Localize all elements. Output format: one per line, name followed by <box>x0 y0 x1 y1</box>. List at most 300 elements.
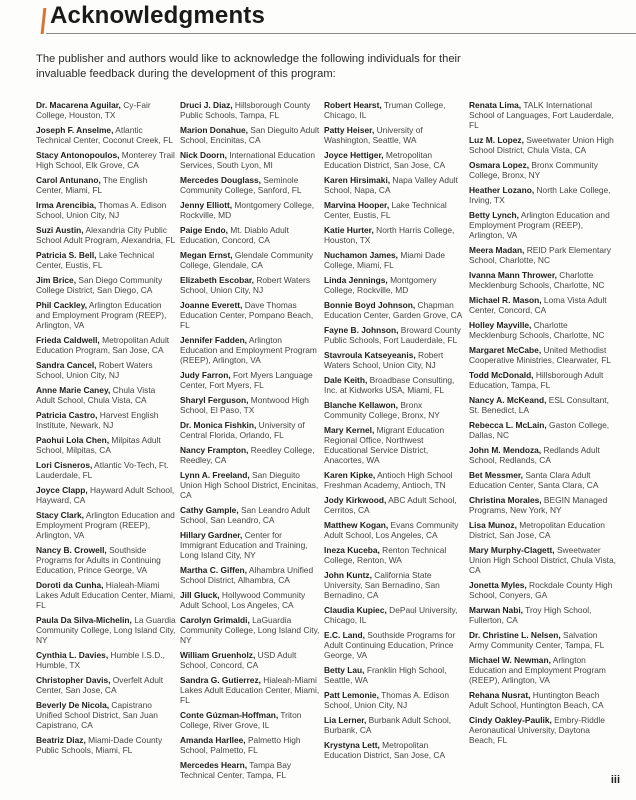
acknowledgment-column-4 <box>469 100 617 750</box>
page-number: iii <box>610 774 620 786</box>
acknowledgment-entry <box>180 470 320 500</box>
acknowledgment-entry <box>180 150 320 170</box>
acknowledgment-entry <box>324 300 464 320</box>
person-affiliation: Montgomery College, Rockville, MD <box>180 200 315 220</box>
person-name: Betty Lau, <box>324 665 365 675</box>
acknowledgment-entry <box>469 160 617 180</box>
person-name: Dr. Christine L. Nelsen, <box>469 630 561 640</box>
person-name: Mercedes Douglass, <box>180 175 261 185</box>
acknowledgment-entry <box>36 675 176 695</box>
person-affiliation: University of Central Florida, Orlando, FL <box>180 420 305 440</box>
acknowledgment-entry <box>469 445 617 465</box>
person-affiliation: Rockdale County High School, Conyers, GA <box>469 580 613 600</box>
person-affiliation: Alexandria City Public School Adult Program, Alexandria, FL <box>36 225 176 245</box>
acknowledgment-entry <box>36 300 176 330</box>
acknowledgment-entry <box>324 350 464 370</box>
acknowledgment-entry <box>180 675 320 705</box>
person-name: Rehana Nusrat, <box>469 690 531 700</box>
person-name: Jennifer Fadden, <box>180 335 248 345</box>
person-name: John M. Mendoza, <box>469 445 542 455</box>
person-affiliation: BEGIN Managed Programs, New York, NY <box>469 495 608 515</box>
person-affiliation: Arlington Education and Employment Program (REEP), Arlington, VA <box>180 335 317 365</box>
person-affiliation: Harvest English Institute, Newark, NJ <box>36 410 159 430</box>
acknowledgment-entry <box>324 690 464 710</box>
acknowledgment-entry <box>180 125 320 145</box>
acknowledgment-entry <box>324 400 464 420</box>
person-name: Holley Mayville, <box>469 320 532 330</box>
person-affiliation: Cy-Fair College, Houston, TX <box>36 100 151 120</box>
person-affiliation: Robert Waters School, Union City, NJ <box>180 275 311 295</box>
acknowledgment-entry <box>36 200 176 220</box>
person-name: Judy Farron, <box>180 370 231 380</box>
acknowledgment-column-3 <box>324 100 464 765</box>
acknowledgment-entry <box>469 545 617 575</box>
person-affiliation: Southside Programs for Adults in Continuing Education, Prince George, VA <box>36 545 161 575</box>
person-affiliation: Miami Dade College, Miami, FL <box>324 250 446 270</box>
person-name: Sandra Cancel, <box>36 360 97 370</box>
person-affiliation: Fort Myers Language Center, Fort Myers, FL <box>180 370 313 390</box>
person-affiliation: Embry-Riddle Aeronautical University, Daytona Beach, FL <box>469 715 605 745</box>
person-affiliation: Redlands Adult School, Redlands, CA <box>469 445 600 465</box>
acknowledgment-entry <box>469 690 617 710</box>
acknowledgment-entry <box>324 715 464 735</box>
acknowledgment-column-2 <box>180 100 320 785</box>
person-name: Betty Lynch, <box>469 210 519 220</box>
person-affiliation: REID Park Elementary School, Charlotte, NC <box>469 245 611 265</box>
person-affiliation: Charlotte Mecklenburg Schools, Charlotte, NC <box>469 320 605 340</box>
person-name: Mary Kernel, <box>324 425 375 435</box>
person-affiliation: Thomas A. Edison School, Union City, NJ <box>36 200 167 220</box>
acknowledgment-entry <box>469 245 617 265</box>
person-affiliation: Renton Technical College, Renton, WA <box>324 545 447 565</box>
acknowledgment-entry <box>469 420 617 440</box>
acknowledgment-entry <box>469 495 617 515</box>
person-affiliation: USD Adult School, Concord, CA <box>180 650 297 670</box>
acknowledgment-entry <box>324 175 464 195</box>
person-affiliation: Southside Programs for Adult Continuing Education, Prince George, VA <box>324 630 456 660</box>
acknowledgment-entry <box>180 175 320 195</box>
person-name: Martha C. Giffen, <box>180 565 248 575</box>
person-affiliation: Glendale Community College, Glendale, CA <box>180 250 314 270</box>
person-name: Cynthia L. Davies, <box>36 650 109 660</box>
person-name: Joyce Hettiger, <box>324 150 384 160</box>
acknowledgment-entry <box>324 225 464 245</box>
acknowledgment-entry <box>36 175 176 195</box>
acknowledgment-entry <box>180 710 320 730</box>
acknowledgment-entry <box>324 125 464 145</box>
person-name: Carolyn Grimaldi, <box>180 615 250 625</box>
person-name: Patricia Castro, <box>36 410 98 420</box>
person-affiliation: Hillsborough Adult Education, Tampa, FL <box>469 370 604 390</box>
person-name: Jill Gluck, <box>180 590 220 600</box>
person-name: Lisa Munoz, <box>469 520 517 530</box>
person-affiliation: San Dieguito Union High School District, Encinitas, CA <box>180 470 319 500</box>
person-affiliation: ABC Adult School, Cerritos, CA <box>324 495 457 515</box>
person-name: Nuchamon James, <box>324 250 399 260</box>
person-affiliation: California State University, San Bernadino, San Bernadino, CA <box>324 570 440 600</box>
person-name: Paige Endo, <box>180 225 228 235</box>
person-affiliation: Troy High School, Fullerton, CA <box>469 605 592 625</box>
person-affiliation: Arlington Education and Employment Program (REEP), Arlington, VA <box>469 655 606 685</box>
person-affiliation: Miami-Dade County Public Schools, Miami, FL <box>36 735 163 755</box>
acknowledgment-entry <box>324 520 464 540</box>
acknowledgment-entry <box>469 135 617 155</box>
person-name: Lori Cisneros, <box>36 460 93 470</box>
person-name: Robert Hearst, <box>324 100 382 110</box>
person-name: Luz M. Lopez, <box>469 135 524 145</box>
person-name: Jenny Elliott, <box>180 200 233 210</box>
person-name: Jody Kirkwood, <box>324 495 387 505</box>
person-name: Beverly De Nicola, <box>36 700 110 710</box>
acknowledgment-entry <box>469 185 617 205</box>
person-affiliation: TALK International School of Languages, Fort Lauderdale, FL <box>469 100 614 130</box>
person-affiliation: Alhambra Unified School District, Alhambra, CA <box>180 565 314 585</box>
person-name: Joseph F. Anselme, <box>36 125 114 135</box>
person-affiliation: Center for Immigrant Education and Training, Long Island City, NY <box>180 530 308 560</box>
person-name: Marwan Nabi, <box>469 605 523 615</box>
acknowledgment-entry <box>469 630 617 650</box>
person-name: Ivanna Mann Thrower, <box>469 270 557 280</box>
person-affiliation: Migrant Education Regional Office, Northwest Educational Service District, Anacortes, WA <box>324 425 445 465</box>
person-name: Lynn A. Freeland, <box>180 470 250 480</box>
acknowledgment-entry <box>324 740 464 760</box>
person-name: Stavroula Katseyeanis, <box>324 350 416 360</box>
person-affiliation: Montgomery College, Rockville, MD <box>324 275 437 295</box>
person-affiliation: Metropolitan Education District, San Jose, CA <box>469 520 605 540</box>
acknowledgment-entry <box>180 275 320 295</box>
acknowledgment-entry <box>180 565 320 585</box>
person-affiliation: Truman College, Chicago, IL <box>324 100 446 120</box>
title-accent-bar <box>41 8 47 34</box>
person-name: Osmara Lopez, <box>469 160 530 170</box>
person-affiliation: Hillsborough County Public Schools, Tampa, FL <box>180 100 311 120</box>
person-name: Paohui Lola Chen, <box>36 435 110 445</box>
acknowledgment-entry <box>180 590 320 610</box>
person-name: Marion Donahue, <box>180 125 248 135</box>
acknowledgment-entry <box>180 615 320 645</box>
acknowledgment-entry <box>324 375 464 395</box>
acknowledgment-entry <box>36 435 176 455</box>
acknowledgment-entry <box>324 545 464 565</box>
person-affiliation: Dave Thomas Education Center, Pompano Beach, FL <box>180 300 314 330</box>
person-affiliation: ESL Consultant, St. Benedict, LA <box>469 395 609 415</box>
person-name: Paula Da Silva-Michelin, <box>36 615 132 625</box>
person-name: Krystyna Lett, <box>324 740 380 750</box>
acknowledgment-entry <box>324 425 464 465</box>
person-affiliation: United Methodist Cooperative Ministries, Clearwater, FL <box>469 345 611 365</box>
person-name: Todd McDonald, <box>469 370 534 380</box>
acknowledgment-entry <box>36 385 176 405</box>
person-affiliation: Chapman Education Center, Garden Grove, CA <box>324 300 463 320</box>
acknowledgment-entry <box>469 715 617 745</box>
person-name: Lia Lerner, <box>324 715 367 725</box>
person-affiliation: The English Center, Miami, FL <box>36 175 148 195</box>
acknowledgment-entry <box>469 345 617 365</box>
person-affiliation: Franklin High School, Seattle, WA <box>324 665 447 685</box>
acknowledgment-entry <box>469 210 617 240</box>
person-affiliation: Huntington Beach Adult School, Huntington Beach, CA <box>469 690 604 710</box>
acknowledgment-entry <box>469 605 617 625</box>
acknowledgment-entry <box>324 275 464 295</box>
acknowledgment-entry <box>180 650 320 670</box>
person-name: Carol Antunano, <box>36 175 101 185</box>
person-name: Beatriz Diaz, <box>36 735 86 745</box>
person-name: Doroti da Cunha, <box>36 580 104 590</box>
acknowledgment-entry <box>180 370 320 390</box>
acknowledgment-entry <box>324 100 464 120</box>
person-name: Joanne Everett, <box>180 300 243 310</box>
person-affiliation: Broadbase Consulting, Inc. at Kidworks USA, Miami, FL <box>324 375 455 395</box>
acknowledgment-entry <box>36 650 176 670</box>
person-affiliation: San Diego Community College District, San Diego, CA <box>36 275 163 295</box>
person-name: Sharyl Ferguson, <box>180 395 249 405</box>
person-affiliation: Sweetwater Union High School District, Chula Vista, CA <box>469 135 614 155</box>
acknowledgment-entry <box>36 100 176 120</box>
person-affiliation: Atlantic Technical Center, Coconut Creek, FL <box>36 125 173 145</box>
acknowledgment-entry <box>180 300 320 330</box>
person-affiliation: Robert Waters School, Union City, NJ <box>36 360 153 380</box>
person-name: Nancy B. Crowell, <box>36 545 107 555</box>
intro-paragraph: The publisher and authors would like to acknowledge the following individuals for their invaluable feedback during the development of this program: <box>36 53 461 80</box>
person-affiliation: Overfelt Adult Center, San Jose, CA <box>36 675 164 695</box>
person-affiliation: Arlington Education and Employment Program (REEP), Arlington, VA <box>36 510 175 540</box>
person-name: Blanche Kellawon, <box>324 400 398 410</box>
acknowledgment-entry <box>324 605 464 625</box>
person-affiliation: Bronx Community College, Bronx, NY <box>469 160 598 180</box>
person-name: Sandra G. Gutierrez, <box>180 675 261 685</box>
person-affiliation: La Guardia Community College, Long Island City, NY <box>36 615 176 645</box>
person-name: William Gruenholz, <box>180 650 256 660</box>
acknowledgment-entry <box>180 420 320 440</box>
person-name: Elizabeth Escobar, <box>180 275 255 285</box>
person-affiliation: Loma Vista Adult Center, Concord, CA <box>469 295 607 315</box>
person-name: Mary Murphy-Clagett, <box>469 545 555 555</box>
person-name: Dr. Monica Fishkin, <box>180 420 257 430</box>
person-name: Heather Lozano, <box>469 185 535 195</box>
person-name: Karen Hirsimaki, <box>324 175 391 185</box>
person-affiliation: LaGuardia Community College, Long Island City, NY <box>180 615 320 645</box>
person-name: Druci J. Diaz, <box>180 100 233 110</box>
acknowledgment-entry <box>324 325 464 345</box>
acknowledgment-entry <box>36 485 176 505</box>
person-name: Marvina Hooper, <box>324 200 390 210</box>
person-affiliation: Hialeah-Miami Lakes Adult Education Center, Miami, FL <box>180 675 320 705</box>
person-name: Phil Cackley, <box>36 300 88 310</box>
person-name: Bonnie Boyd Johnson, <box>324 300 416 310</box>
acknowledgment-entry <box>469 470 617 490</box>
acknowledgment-entry <box>180 735 320 755</box>
person-affiliation: Mt. Diablo Adult Education, Concord, CA <box>180 225 289 245</box>
person-affiliation: Salvation Army Community Center, Tampa, FL <box>469 630 605 650</box>
person-name: Jim Brice, <box>36 275 77 285</box>
acknowledgment-entry <box>36 735 176 755</box>
person-affiliation: North Harris College, Houston, TX <box>324 225 455 245</box>
acknowledgment-entry <box>324 630 464 660</box>
person-name: John Kuntz, <box>324 570 372 580</box>
person-name: Renata Lima, <box>469 100 522 110</box>
person-name: Katie Hurter, <box>324 225 374 235</box>
person-affiliation: Hollywood Community Adult School, Los Angeles, CA <box>180 590 306 610</box>
person-affiliation: Metropolitan Education District, San Jose, CA <box>324 740 446 760</box>
person-affiliation: International Education Services, South Lyon, MI <box>180 150 315 170</box>
person-affiliation: Santa Clara Adult Education Center, Santa Clara, CA <box>469 470 599 490</box>
person-affiliation: Napa Valley Adult School, Napa, CA <box>324 175 458 195</box>
person-name: Matthew Kogan, <box>324 520 389 530</box>
person-name: Ineza Kuceba, <box>324 545 380 555</box>
person-name: Stacy Clark, <box>36 510 84 520</box>
person-affiliation: Seminole Community College, Sanford, FL <box>180 175 302 195</box>
acknowledgment-entry <box>469 580 617 600</box>
person-name: Karen Kipke, <box>324 470 376 480</box>
person-affiliation: Atlantic Vo-Tech, Ft. Lauderdale, FL <box>36 460 169 480</box>
person-affiliation: Hialeah-Miami Lakes Adult Education Center, Miami, FL <box>36 580 176 610</box>
person-affiliation: Montwood High School, El Paso, TX <box>180 395 309 415</box>
acknowledgment-entry <box>469 520 617 540</box>
person-name: Rebecca L. McLain, <box>469 420 547 430</box>
person-name: Dr. Macarena Aguilar, <box>36 100 121 110</box>
person-name: Linda Jennings, <box>324 275 388 285</box>
person-affiliation: San Leandro Adult School, San Leandro, CA <box>180 505 310 525</box>
person-name: Cindy Oakley-Paulik, <box>469 715 552 725</box>
acknowledgment-entry <box>36 615 176 645</box>
acknowledgment-entry <box>36 125 176 145</box>
person-name: Anne Marie Caney, <box>36 385 111 395</box>
person-name: Bet Messmer, <box>469 470 523 480</box>
acknowledgment-entry <box>324 150 464 170</box>
person-name: Fayne B. Johnson, <box>324 325 399 335</box>
person-name: Mercedes Hearn, <box>180 760 248 770</box>
person-affiliation: Burbank Adult School, Burbank, CA <box>324 715 452 735</box>
title-rule <box>46 33 636 34</box>
person-affiliation: Arlington Education and Employment Program (REEP), Arlington, VA <box>469 210 610 240</box>
person-affiliation: San Dieguito Adult School, Encinitas, CA <box>180 125 320 145</box>
acknowledgment-entry <box>180 505 320 525</box>
acknowledgment-entry <box>36 460 176 480</box>
acknowledgment-entry <box>324 250 464 270</box>
person-name: Frieda Caldwell, <box>36 335 100 345</box>
page-title: Acknowledgments <box>50 2 266 29</box>
acknowledgment-entry <box>180 760 320 780</box>
acknowledgment-entry <box>180 225 320 245</box>
acknowledgment-entry <box>36 250 176 270</box>
person-affiliation: Charlotte Mecklenburg Schools, Charlotte, NC <box>469 270 605 290</box>
acknowledgment-entry <box>469 370 617 390</box>
acknowledgment-entry <box>469 320 617 340</box>
person-affiliation: Broward County Public Schools, Fort Lauderdale, FL <box>324 325 461 345</box>
acknowledgment-entry <box>469 655 617 685</box>
acknowledgment-entry <box>469 295 617 315</box>
acknowledgment-entry <box>36 510 176 540</box>
person-affiliation: Robert Waters School, Union City, NJ <box>324 350 444 370</box>
person-affiliation: Evans Community Adult School, Los Angeles, CA <box>324 520 459 540</box>
acknowledgment-entry <box>469 270 617 290</box>
person-name: Christopher Davis, <box>36 675 111 685</box>
person-affiliation: Lake Technical Center, Eustis, FL <box>324 200 447 220</box>
person-name: Nancy Frampton, <box>180 445 249 455</box>
person-name: Hillary Gardner, <box>180 530 243 540</box>
acknowledgment-entry <box>36 225 176 245</box>
acknowledgment-entry <box>180 530 320 560</box>
person-affiliation: Arlington Education and Employment Program (REEP), Arlington, VA <box>36 300 167 330</box>
acknowledgment-entry <box>469 100 617 130</box>
person-name: Christina Morales, <box>469 495 542 505</box>
person-affiliation: Metropolitan Adult Education Program, San Jose, CA <box>36 335 170 355</box>
person-name: Nick Doorn, <box>180 150 227 160</box>
person-affiliation: Reedley College, Reedley, CA <box>180 445 315 465</box>
person-name: Joyce Clapp, <box>36 485 88 495</box>
acknowledgment-entry <box>36 545 176 575</box>
acknowledgment-entry <box>180 100 320 120</box>
person-affiliation: Monterey Trail High School, Elk Grove, CA <box>36 150 175 170</box>
acknowledgment-column-1 <box>36 100 176 760</box>
person-name: Conte Gúzman-Hoffman, <box>180 710 279 720</box>
person-name: Irma Arencibia, <box>36 200 97 210</box>
person-name: Margaret McCabe, <box>469 345 542 355</box>
person-name: E.C. Land, <box>324 630 365 640</box>
acknowledgment-entry <box>36 410 176 430</box>
person-affiliation: Chula Vista Adult School, Chula Vista, CA <box>36 385 156 405</box>
person-affiliation: Bronx Community College, Bronx, NY <box>324 400 440 420</box>
acknowledgment-entry <box>180 335 320 365</box>
person-name: Nancy A. McKeand, <box>469 395 547 405</box>
person-name: Amanda Harllee, <box>180 735 246 745</box>
person-affiliation: Gaston College, Dallas, NC <box>469 420 610 440</box>
person-affiliation: Milpitas Adult School, Milpitas, CA <box>36 435 161 455</box>
person-affiliation: Palmetto High School, Palmetto, FL <box>180 735 301 755</box>
person-name: Patty Heiser, <box>324 125 375 135</box>
acknowledgment-entry <box>324 570 464 600</box>
person-name: Cathy Gample, <box>180 505 239 515</box>
person-affiliation: Tampa Bay Technical Center, Tampa, FL <box>180 760 292 780</box>
acknowledgment-entry <box>324 665 464 685</box>
person-name: Stacy Antonopoulos, <box>36 150 120 160</box>
person-name: Claudia Kupiec, <box>324 605 387 615</box>
page-header <box>36 2 626 32</box>
person-affiliation: Thomas A. Edison School, Union City, NJ <box>324 690 450 710</box>
acknowledgment-entry <box>36 275 176 295</box>
person-affiliation: University of Washington, Seattle, WA <box>324 125 423 145</box>
acknowledgment-entry <box>36 580 176 610</box>
person-name: Patricia S. Bell, <box>36 250 97 260</box>
person-affiliation: Triton College, River Grove, IL <box>180 710 302 730</box>
person-affiliation: Lake Technical Center, Eustis, FL <box>36 250 155 270</box>
person-name: Jonetta Myles, <box>469 580 527 590</box>
person-affiliation: North Lake College, Irving, TX <box>469 185 611 205</box>
person-affiliation: Humble I.S.D., Humble, TX <box>36 650 165 670</box>
acknowledgment-entry <box>180 395 320 415</box>
person-affiliation: Capistrano Unified School District, San Juan Capistrano, CA <box>36 700 158 730</box>
person-name: Meera Madan, <box>469 245 525 255</box>
acknowledgment-entry <box>180 445 320 465</box>
acknowledgment-entry <box>469 395 617 415</box>
person-name: Megan Ernst, <box>180 250 233 260</box>
person-name: Michael W. Newman, <box>469 655 551 665</box>
acknowledgment-entry <box>324 200 464 220</box>
acknowledgment-entry <box>36 335 176 355</box>
person-name: Suzi Austin, <box>36 225 84 235</box>
person-affiliation: Metropolitan Education District, San Jose, CA <box>324 150 446 170</box>
person-name: Patt Lemonie, <box>324 690 379 700</box>
acknowledgment-entry <box>180 250 320 270</box>
person-affiliation: Antioch High School Freshman Academy, Antioch, TN <box>324 470 453 490</box>
acknowledgment-entry <box>180 200 320 220</box>
person-affiliation: Hayward Adult School, Hayward, CA <box>36 485 175 505</box>
person-name: Michael R. Mason, <box>469 295 542 305</box>
acknowledgment-entry <box>36 700 176 730</box>
acknowledgment-entry <box>324 495 464 515</box>
acknowledgment-entry <box>36 150 176 170</box>
person-affiliation: Sweetwater Union High School District, Chula Vista, CA <box>469 545 616 575</box>
